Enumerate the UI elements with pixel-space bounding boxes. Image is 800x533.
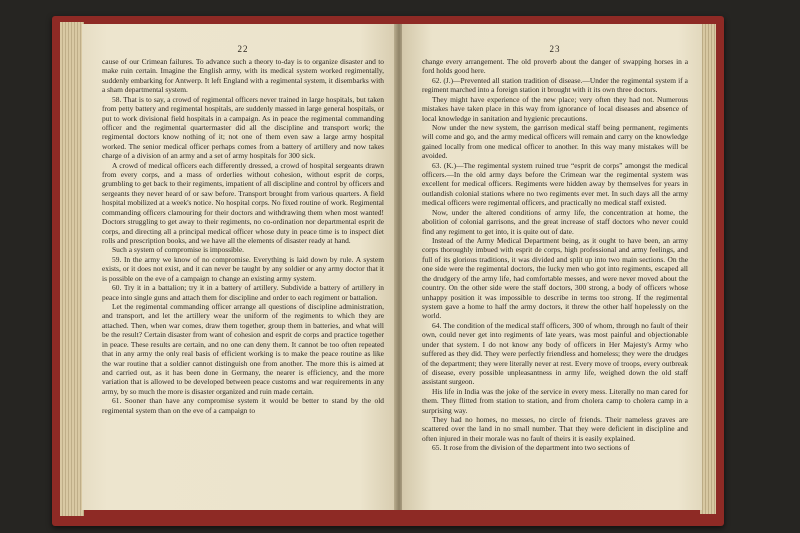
left-page (82, 24, 398, 510)
paragraph: 58. That is to say, a crowd of regimental officers never trained in large hospitals, but taken from petty battery and regimental hospitals, are suddenly massed in large general hospitals, or put to work divisional field hospitals in a campaign. As in peace the regimental commanding officer and the regimental quartermaster did all the discipline and transport work; the regimental doctors know nothing of it; not one of them even saw a large army hospital worked. The senior medical officer perhaps comes from a battery of artillery and now takes charge of a division of an army and a set of army hospitals for 300 sick. (102, 94, 384, 161)
paragraph: Instead of the Army Medical Department being, as it ought to have been, an army corps thoroughly imbued with esprit de corps, high professional and army feelings, and full of its glorious traditions, it was divided and split up into two main sections. On the one side were the regimental doctors, the lucky men who got into regiments, escaped all the drudgery of the army life, had comfortable messes, and were never moved about the country. On the other side were the staff doctors, 300 strong, a body of officers whose unhappy position it was impossible to describe in terms too strong. If the regimental system gave a home to half the army doctors, it threw the other half hopelessly on the world. (422, 236, 688, 321)
paragraph: cause of our Crimean failures. To advance such a theory to-day is to organize disaster and to make ruin certain. Imagine the English army, with its medical system worked regimentally, suddenly embarking for Antwerp. It left England with a regimental system, it disembarks with a sham departmental system. (102, 57, 384, 95)
paragraph: 61. Sooner than have any compromise system it would be better to stand by the old regimental system than on the eve of a campaign to (102, 396, 384, 415)
paragraph: 60. Try it in a battalion; try it in a battery of artillery. Subdivide a battery of artillery in peace into single guns and attach them for discipline and order to each regiment or battalion. (102, 283, 384, 302)
paragraph: Such a system of compromise is impossible. (112, 245, 245, 255)
page-edges-left (60, 22, 84, 516)
paragraph: Let the regimental commanding officer arrange all questions of discipline administration, and transport, and let the artillery wear the uniform of the regiments to which they are attached. Then, when war comes, draw them together, group them in batteries, and what will be the result? Certain disaster from want of cohesion and esprit de corps and practice together in peace. These results are certain, and no one can deny them. It cannot be too often repeated that in any army the only real basis of efficient working is to make the peace routine as like the war routine that a soldier cannot distinguish one from another. The more this is aimed at and carried out, as it has been done in Germany, the nearer is efficiency, and the more variation that is allowed to be developed between peace customs and war requirements in any army, by so much the more is disaster organized and ruin made certain. (102, 301, 384, 396)
paragraph: 63. (K.)—The regimental system ruined true “esprit de corps” amongst the medical officers.—In the old army days before the Crimean war the regimental system was excellent for medical officers. Regiments were hidden away by themselves for years in outlandish colonial stations where no two regiments ever met. In such days all the army medical officers were regimental officers, and practically no medical staff existed. (422, 160, 688, 208)
paragraph: Now under the new system, the garrison medical staff being permanent, regiments will come and go, and the army medical officers will remain and carry on the knowledge gained locally from one medical officer to another. In this way many mistakes will be avoided. (422, 122, 688, 161)
right-page (402, 24, 702, 510)
paragraph: His life in India was the joke of the service in every mess. Literally no man cared for them. They flitted from station to station, and from cholera camp to cholera camp in a surprising way. (422, 386, 688, 415)
paragraph: They might have experience of the new place; very often they had not. Numerous mistakes have taken place in this way from ignorance of local diseases and absence of local knowledge in sanitation and hygienic precautions. (422, 94, 688, 123)
page-number: 22 (237, 44, 249, 54)
page-number: 23 (549, 44, 561, 54)
paragraph: 64. The condition of the medical staff officers, 300 of whom, through no fault of their own, could never get into regiments of late years, was most painful and objectionable under that system. I do not know any body of officers in Her Majesty's Army who suffered as they did. They were perfectly friendless and homeless; they were the drudges of the department; they were literally never at rest. Every move of troops, every outbreak of disease, every possible unpleasantness in army life, weighed down the old staff assistant surgeon. (422, 320, 688, 387)
paragraph: They had no homes, no messes, no circle of friends. Their nameless graves are scattered over the land in no small number. That they were deficient in discipline and often injured in their morale was no fault of theirs it is easily explained. (422, 415, 688, 443)
paragraph: 65. It rose from the division of the department into two sections of (432, 443, 630, 453)
paragraph: A crowd of medical officers each differently dressed, a crowd of hospital sergeants drawn from every corps, and a mass of orderlies without cohesion, without esprit de corps, grumbling to get back to their regiments, impatient of all discipline and control by officers and sergeants they never heard of or saw before. Transport brought from various quarters. A field hospital mobilized at a week's notice. No hospital corps. No fixed routine of work. Regimental commanding officers clamouring for their doctors and withdrawing them when most wanted! Doctors struggling to get away to their regiments, no co-ordination nor departmental esprit de corps, and directing all a principal medical officer whose duty in peace time is to inspect diet rolls and prescription books, and we have all the elements of disaster ready at hand. (102, 160, 384, 246)
paragraph: 62. (J.)—Prevented all station tradition of disease.—Under the regimental system if a regiment marched into a foreign station it brought with it its own three doctors. (422, 75, 688, 95)
page-edges-right (700, 24, 716, 514)
paragraph: Now, under the altered conditions of army life, the concentration at home, the abolition of colonial garrisons, and the great increase of staff doctors who never could find any regiment to get into, it is quite out of date. (422, 207, 688, 236)
paragraph: 59. In the army we know of no compromise. Everything is laid down by rule. A system exists, or it does not exist, and it can never be taught by any soldier or any army doctor that it is possible on the eve of a campaign to change an existing army system. (102, 254, 384, 283)
paragraph: change every arrangement. The old proverb about the danger of swapping horses in a ford holds good here. (422, 57, 688, 76)
